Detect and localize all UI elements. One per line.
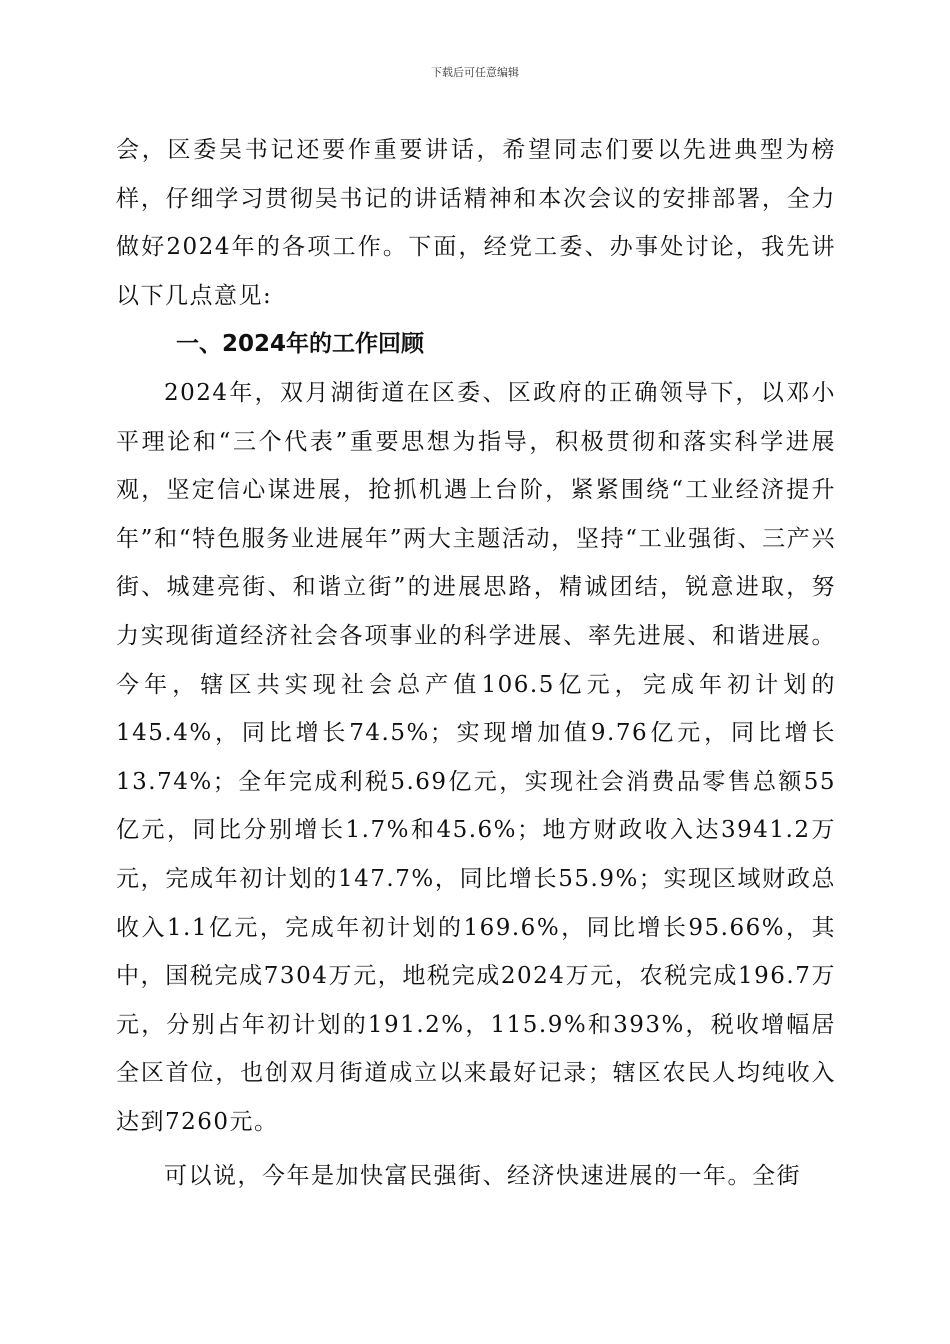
review-paragraph: 2024年，双月湖街道在区委、区政府的正确领导下，以邓小平理论和“三个代表”重要思想为指导，积极贯彻和落实科学进展观，坚定信心谋进展，抢抓机遇上台阶，紧紧围绕“工业经济提升年”和“特色服务业进展年”两大主题活动，坚持“工业强街、三产兴街、城建亮街、和谐立街”的进展思路，精诚团结，锐意进取，努力实现街道经济社会各项事业的科学进展、率先进展、和谐进展。今年，辖区共实现社会总产值106.5亿元，完成年初计划的145.4%，同比增长74.5%；实现增加值9.76亿元，同比增长13.74%；全年完成利税5.69亿元，实现社会消费品零售总额55亿元，同比分别增长1.7%和45.6%；地方财政收入达3941.2万元，完成年初计划的147.7%，同比增长55.9%；实现区域财政总收入1.1亿元，完成年初计划的169.6%，同比增长95.66%，其中，国税完成7304万元，地税完成2024万元，农税完成196.7万元，分别占年初计划的191.2%，115.9%和393%，税收增幅居全区首位，也创双月街道成立以来最好记录；辖区农民人均纯收入达到7260元。	[116, 379, 836, 1135]
document-body	[116, 126, 836, 1201]
section-heading: 一、2024年的工作回顾	[176, 331, 425, 358]
header-note: 下载后可任意编辑	[431, 66, 519, 79]
closing-paragraph: 可以说，今年是加快富民强街、经济快速进展的一年。全街	[164, 1163, 801, 1190]
intro-paragraph: 会，区委吴书记还要作重要讲话，希望同志们要以先进典型为榜样，仔细学习贯彻吴书记的讲话精神和本次会议的安排部署，全力做好2024年的各项工作。下面，经党工委、办事处讨论，我先讲以下几点意见:	[116, 137, 836, 309]
